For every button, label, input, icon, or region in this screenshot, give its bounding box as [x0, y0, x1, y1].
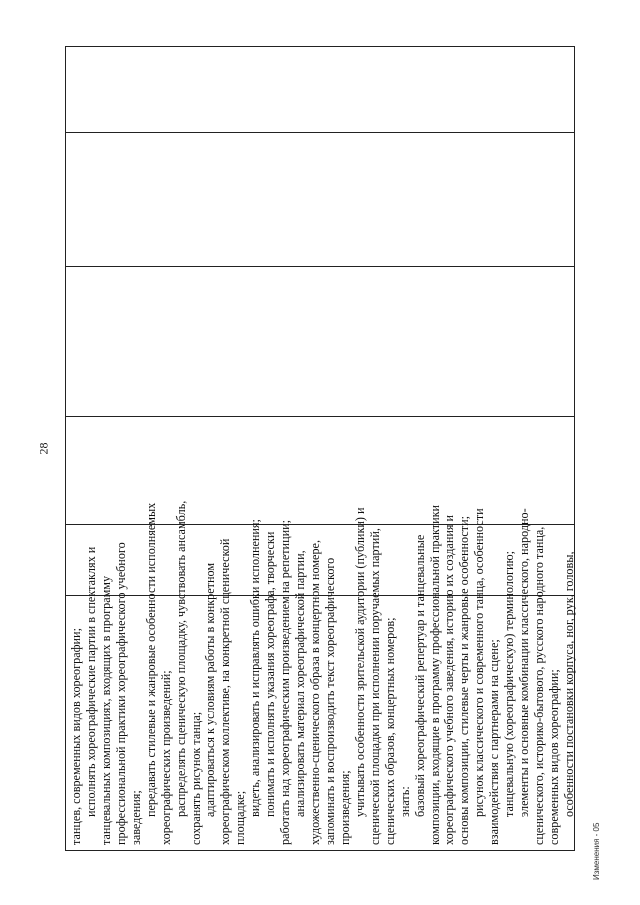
- text-line: сохранять рисунок танца;: [188, 711, 203, 845]
- text-line: учитывать особенности зрительской аудитории (публики) и: [352, 507, 367, 817]
- text-line: профессиональной практики хореографического учебного: [113, 542, 128, 845]
- text-line: произведения;: [337, 770, 352, 845]
- text-line: сценической площадки при исполнении поручаемых партий,: [367, 528, 382, 845]
- text-line: хореографического учебного заведения, историю их создания и: [442, 514, 457, 845]
- text-line: взаимодействия с партнерами на сцене;: [487, 639, 502, 845]
- text-line: танцевальную (хореографическую) терминологию;: [502, 551, 517, 817]
- landscape-table: [65, 46, 575, 851]
- text-line: понимать и исполнять указания хореографа, творчески: [263, 531, 278, 817]
- page-number: 28: [36, 442, 51, 455]
- column-divider: [65, 524, 575, 525]
- text-line: знать:: [397, 786, 412, 817]
- text-line: анализировать материал хореографической партии,: [293, 550, 308, 817]
- text-line: передавать стилевые и жанровые особенности исполняемых: [143, 502, 158, 817]
- footer-revision: Изменения - 05: [592, 822, 601, 880]
- text-line: хореографических произведений;: [158, 670, 173, 845]
- text-line: заведения;: [128, 790, 143, 845]
- text-line: танцевальных композициях, входящих в программу: [98, 575, 113, 845]
- text-line: современных видов хореографии;: [547, 669, 561, 845]
- text-line: исполнять хореографические партии в спектаклях и: [83, 546, 98, 817]
- text-line: основы композиции, стилевые черты и жанровые особенности;: [457, 515, 472, 845]
- text-line: элементы и основные комбинации классического, народно-: [517, 508, 532, 817]
- text-line: видеть, анализировать и исправлять ошибки исполнения;: [248, 519, 263, 817]
- text-line: танцев, современных видов хореографии;: [69, 628, 83, 845]
- text-line: адаптироваться к условиям работы в конкретном: [203, 562, 218, 817]
- text-line: запоминать и воспроизводить текст хореографического: [322, 557, 337, 845]
- column-divider: [65, 416, 575, 417]
- text-line: площадке;: [233, 790, 248, 845]
- text-line: рисунок классического и современного танца, особенности: [472, 508, 487, 817]
- column-divider: [65, 132, 575, 133]
- text-line: распределять сценическую площадку, чувствовать ансамбль,: [173, 500, 188, 817]
- column-divider: [65, 266, 575, 267]
- text-line: художественно-сценического образа в концертном номере,: [308, 540, 322, 845]
- text-line: сценического, историко-бытового, русского народного танца,: [532, 526, 547, 845]
- text-line: особенности постановки корпуса, ног, рук, головы,: [561, 551, 576, 817]
- competency-text-cell: [69, 500, 576, 845]
- text-line: хореографическом коллективе, на конкретной сценической: [218, 538, 233, 845]
- text-line: сценических образов, концертных номеров;: [382, 617, 397, 845]
- text-line: композиции, входящие в программу профессиональной практики: [427, 504, 442, 845]
- text-line: базовый хореографический репертуар и танцевальные: [412, 534, 427, 817]
- text-line: работать над хореографическим произведением на репетиции;: [278, 519, 293, 845]
